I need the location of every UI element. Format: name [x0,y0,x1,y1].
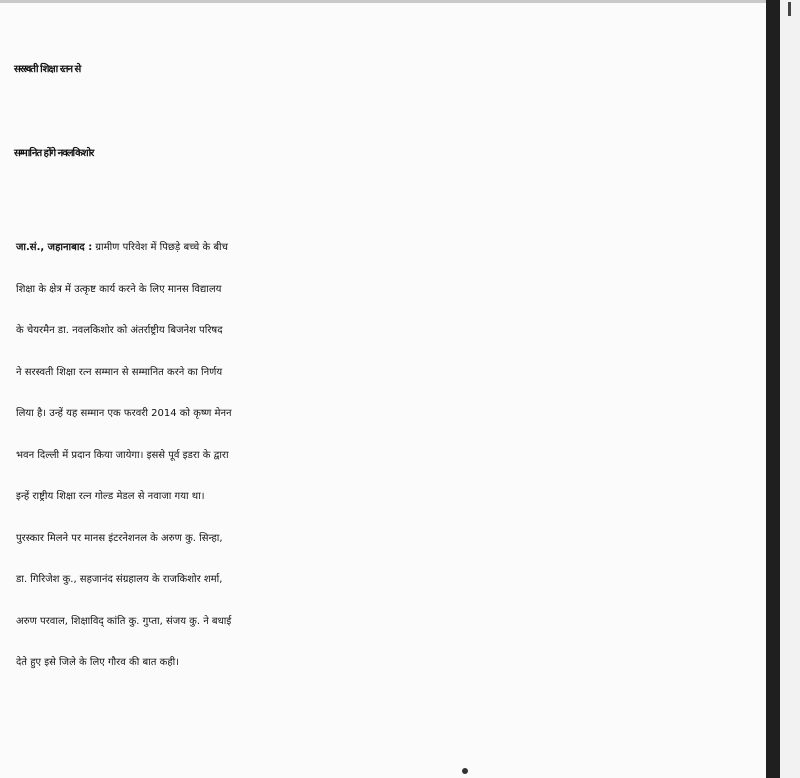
headline-line-1: सरस्वती शिक्षा रतन से [14,64,81,75]
article-line: शिक्षा के क्षेत्र में उत्कृष्ट कार्य करने के लिए मानस विद्यालय [16,283,222,295]
article-line: देते हुए इसे जिले के लिए गौरव की बात कही। [16,657,180,668]
headline-line-2: सम्मानित होंगे नवलकिशोर [14,148,94,159]
article-line-1-text: ग्रामीण परिवेश में पिछड़े बच्चे के बीच [92,242,228,253]
headline [14,28,754,196]
article-line: ने सरस्वती शिक्षा रत्न सम्मान से सम्मानित करने का निर्णय [16,366,223,378]
article-line-1 [16,227,756,269]
right-dark-border [766,0,780,778]
article-line: पुरस्कार मिलने पर मानस इंटरनेशनल के अरुण कु. सिन्हा, [16,532,223,544]
article-line: भवन दिल्ली में प्रदान किया जायेगा। इससे पूर्व इडरा के द्वारा [16,449,229,461]
article-line: लिया है। उन्हें यह सम्मान एक फरवरी 2014 को कृष्ण मेनन [16,408,232,419]
article-line: के चेयरमैन डा. नवलकिशोर को अंतर्राष्ट्रीय बिजनेश परिषद [16,325,223,336]
article-line: इन्हें राष्ट्रीय शिक्षा रत्न गोल्ड मेडल से नवाजा गया था। [16,491,205,502]
article-body [16,227,756,684]
article-line: अरुण परवाल, शिक्षाविद् कांति कु. गुप्ता, संजय कु. ने बधाई [16,615,232,627]
right-margin-strip [780,0,800,778]
bottom-dot-mark [462,768,468,774]
dateline: जा.सं., जहानाबाद : [16,242,93,253]
article-line: डा. गिरिजेश कु., सहजानंद संग्रहालय के राजकिशोर शर्मा, [16,574,223,585]
margin-mark [788,2,791,16]
